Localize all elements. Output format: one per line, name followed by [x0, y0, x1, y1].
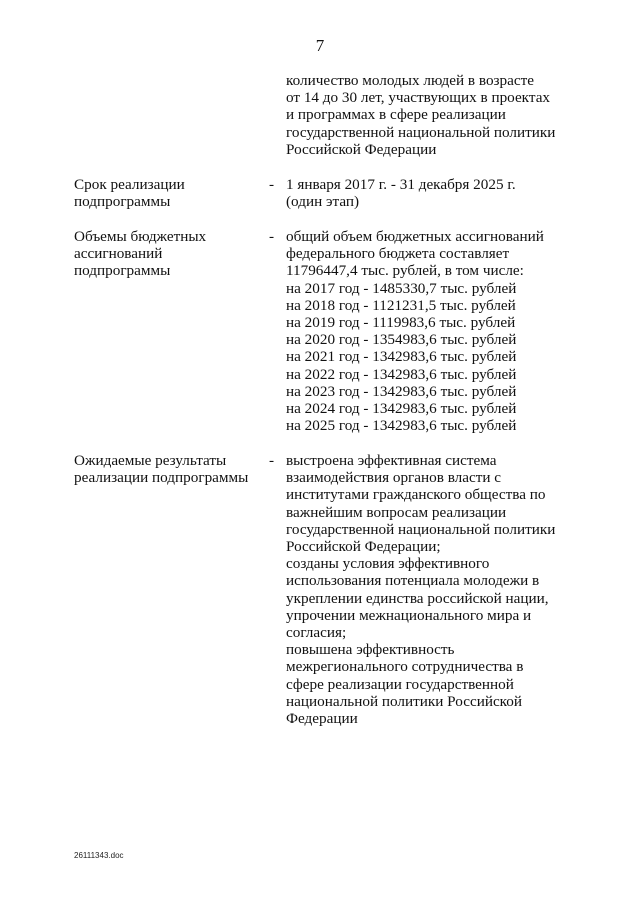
label-line: ассигнований — [74, 245, 163, 263]
value-line: важнейшим вопросам реализации — [286, 503, 507, 521]
label-line: подпрограммы — [74, 262, 171, 280]
value-line: Российской Федерации; — [286, 538, 441, 556]
value-line: Федерации — [286, 710, 358, 728]
value-line: межрегионального сотрудничества в — [286, 658, 524, 676]
value-line: выстроена эффективная система — [286, 452, 497, 469]
section-label — [74, 452, 254, 486]
value-line: укреплении единства российской нации, — [286, 589, 549, 607]
continuation-line: Российской Федерации — [286, 140, 437, 158]
document-footer: 26111343.doc — [74, 851, 124, 860]
value-line: 11796447,4 тыс. рублей, в том числе: — [286, 262, 524, 280]
continuation-text — [286, 72, 586, 158]
value-line: использования потенциала молодежи в — [286, 572, 540, 590]
continuation-line: государственной национальной политики — [286, 123, 556, 141]
label-line: Объемы бюджетных — [74, 228, 207, 245]
value-line: институтами гражданского общества по — [286, 486, 546, 504]
value-line: на 2019 год - 1119983,6 тыс. рублей — [286, 314, 516, 332]
continuation-line: количество молодых людей в возрасте — [286, 72, 534, 89]
section-value — [286, 452, 586, 727]
value-line: на 2023 год - 1342983,6 тыс. рублей — [286, 382, 517, 400]
value-line: на 2020 год - 1354983,6 тыс. рублей — [286, 331, 517, 349]
dash-separator: - — [269, 176, 275, 193]
page-number: 7 — [315, 36, 325, 55]
label-line: Срок реализации — [74, 176, 185, 193]
value-line: федерального бюджета составляет — [286, 245, 510, 263]
value-line: общий объем бюджетных ассигнований — [286, 228, 544, 245]
value-line: национальной политики Российской — [286, 692, 523, 710]
value-line: взаимодействия органов власти с — [286, 469, 502, 487]
dash-separator: - — [269, 228, 275, 245]
value-line: созданы условия эффективного — [286, 555, 490, 573]
label-line: реализации подпрограммы — [74, 469, 249, 487]
section-label — [74, 176, 254, 210]
label-line: Ожидаемые результаты — [74, 452, 227, 469]
value-line: сфере реализации государственной — [286, 675, 514, 693]
section-value — [286, 228, 586, 434]
section-value — [286, 176, 586, 210]
section-label — [74, 228, 254, 280]
value-line: (один этап) — [286, 193, 360, 211]
value-line: государственной национальной политики — [286, 520, 556, 538]
value-line: на 2022 год - 1342983,6 тыс. рублей — [286, 365, 517, 383]
continuation-line: и программах в сфере реализации — [286, 106, 506, 124]
value-line: на 2021 год - 1342983,6 тыс. рублей — [286, 348, 517, 366]
value-line: на 2025 год - 1342983,6 тыс. рублей — [286, 417, 517, 435]
value-line: согласия; — [286, 624, 347, 642]
value-line: на 2024 год - 1342983,6 тыс. рублей — [286, 400, 517, 418]
value-line: на 2018 год - 1121231,5 тыс. рублей — [286, 296, 516, 314]
value-line: повышена эффективность — [286, 641, 455, 659]
value-line: упрочении межнационального мира и — [286, 606, 532, 624]
dash-separator: - — [269, 452, 275, 469]
label-line: подпрограммы — [74, 193, 171, 211]
continuation-line: от 14 до 30 лет, участвующих в проектах — [286, 89, 551, 107]
value-line: на 2017 год - 1485330,7 тыс. рублей — [286, 279, 517, 297]
value-line: 1 января 2017 г. - 31 декабря 2025 г. — [286, 176, 516, 193]
